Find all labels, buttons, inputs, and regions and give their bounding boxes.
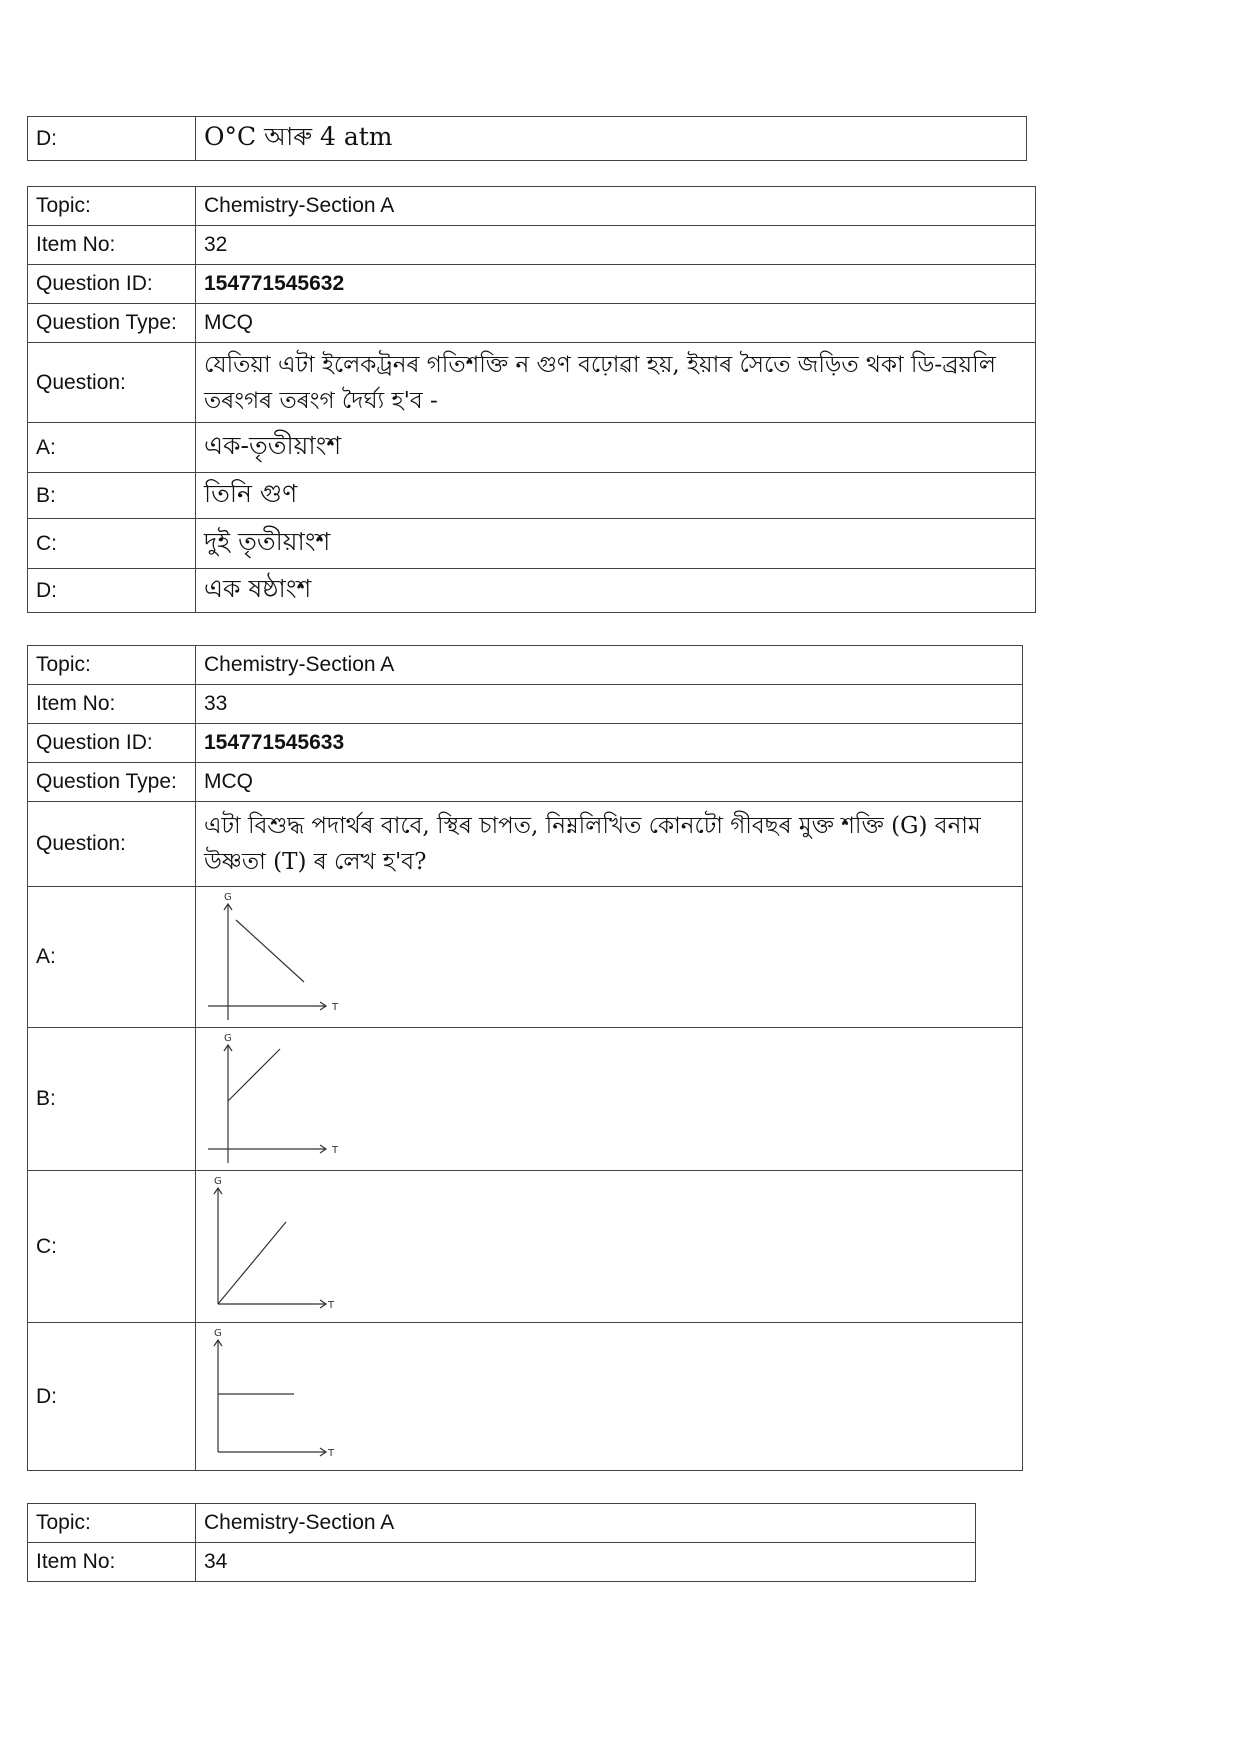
option-graph-cell xyxy=(196,887,1023,1028)
topic-value: Chemistry-Section A xyxy=(196,1504,976,1543)
x-axis-label: T xyxy=(328,1299,335,1311)
g-vs-t-line xyxy=(228,1049,280,1101)
topic-row xyxy=(28,187,1036,226)
question-type-row xyxy=(28,304,1036,343)
option-row-a xyxy=(28,423,1036,473)
graph-c xyxy=(204,1174,354,1320)
x-axis-label: T xyxy=(328,1447,335,1459)
question-table-34 xyxy=(27,1503,976,1582)
item-no-row xyxy=(28,1543,976,1582)
option-label: D: xyxy=(28,569,196,613)
topic-label: Topic: xyxy=(28,646,196,685)
option-text: তিনি গুণ xyxy=(196,473,1036,519)
question-type-label: Question Type: xyxy=(28,304,196,343)
item-no-label: Item No: xyxy=(28,226,196,265)
option-label: A: xyxy=(28,423,196,473)
question-table-32 xyxy=(27,186,1036,613)
option-label: D: xyxy=(28,1323,196,1471)
option-label: D: xyxy=(28,117,196,161)
question-label: Question: xyxy=(28,343,196,423)
topic-label: Topic: xyxy=(28,187,196,226)
question-id-row xyxy=(28,265,1036,304)
item-no-label: Item No: xyxy=(28,1543,196,1582)
topic-row xyxy=(28,646,1023,685)
question-label: Question: xyxy=(28,802,196,887)
item-no-label: Item No: xyxy=(28,685,196,724)
topic-value: Chemistry-Section A xyxy=(196,187,1036,226)
y-axis-label: G xyxy=(224,1033,232,1044)
x-axis-label: T xyxy=(332,1002,339,1013)
item-no-value: 34 xyxy=(196,1543,976,1582)
question-table-33 xyxy=(27,645,1023,1471)
item-no-row xyxy=(28,685,1023,724)
y-axis-label: G xyxy=(214,1175,222,1187)
option-graph-cell xyxy=(196,1171,1023,1323)
option-row-d xyxy=(28,117,1027,161)
question-id-value: 154771545632 xyxy=(196,265,1036,304)
graph-a xyxy=(204,890,354,1024)
question-table-31-tail xyxy=(27,116,1027,161)
option-row-a xyxy=(28,887,1023,1028)
x-axis-label: T xyxy=(332,1145,339,1156)
option-label: B: xyxy=(28,1028,196,1171)
option-label: C: xyxy=(28,1171,196,1323)
question-text: যেতিয়া এটা ইলেকট্ৰনৰ গতিশক্তি ন গুণ বঢ়োৱা হয়, ইয়াৰ সৈতে জড়িত থকা ডি-ব্ৰয়লি তৰংগৰ তৰংগ দৈৰ্ঘ্য হ'ব - xyxy=(196,343,1036,423)
y-axis-label: G xyxy=(224,892,232,903)
option-row-b xyxy=(28,1028,1023,1171)
question-id-label: Question ID: xyxy=(28,265,196,304)
question-type-row xyxy=(28,763,1023,802)
g-vs-t-line xyxy=(236,920,304,982)
option-label: A: xyxy=(28,887,196,1028)
g-vs-t-line xyxy=(218,1222,286,1304)
question-type-value: MCQ xyxy=(196,763,1023,802)
option-graph-cell xyxy=(196,1323,1023,1471)
option-text: এক ষষ্ঠাংশ xyxy=(196,569,1036,613)
question-type-label: Question Type: xyxy=(28,763,196,802)
topic-value: Chemistry-Section A xyxy=(196,646,1023,685)
item-no-value: 32 xyxy=(196,226,1036,265)
question-id-label: Question ID: xyxy=(28,724,196,763)
item-no-value: 33 xyxy=(196,685,1023,724)
topic-label: Topic: xyxy=(28,1504,196,1543)
y-axis-label: G xyxy=(214,1327,222,1339)
option-text: O°C আৰু 4 atm xyxy=(196,117,1027,161)
option-text: দুই তৃতীয়াংশ xyxy=(196,519,1036,569)
item-no-row xyxy=(28,226,1036,265)
question-row xyxy=(28,343,1036,423)
option-text: এক-তৃতীয়াংশ xyxy=(196,423,1036,473)
option-row-c xyxy=(28,1171,1023,1323)
option-label: C: xyxy=(28,519,196,569)
option-graph-cell xyxy=(196,1028,1023,1171)
option-row-d xyxy=(28,1323,1023,1471)
question-text: এটা বিশুদ্ধ পদাৰ্থৰ বাবে, স্থিৰ চাপত, নিম্নলিখিত কোনটো গীবছৰ মুক্ত শক্তি (G) বনাম উষ্ণতা (T) ৰ লেখ হ'ব? xyxy=(196,802,1023,887)
topic-row xyxy=(28,1504,976,1543)
question-type-value: MCQ xyxy=(196,304,1036,343)
graph-d xyxy=(204,1326,354,1468)
question-id-row xyxy=(28,724,1023,763)
graph-b xyxy=(204,1031,354,1167)
option-row-b xyxy=(28,473,1036,519)
option-label: B: xyxy=(28,473,196,519)
option-row-c xyxy=(28,519,1036,569)
question-row xyxy=(28,802,1023,887)
question-id-value: 154771545633 xyxy=(196,724,1023,763)
option-row-d xyxy=(28,569,1036,613)
